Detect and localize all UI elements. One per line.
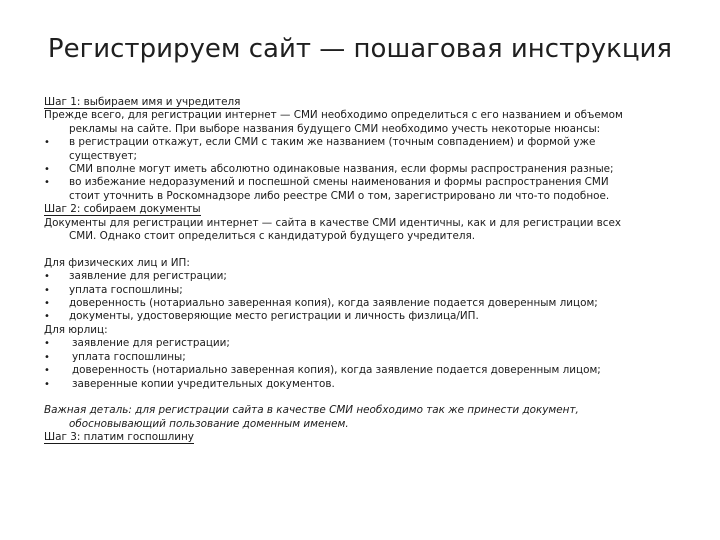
legal-label: Для юрлиц:	[44, 323, 108, 336]
individuals-label: Для физических лиц и ИП:	[44, 256, 190, 269]
list-item	[44, 270, 684, 283]
list-item-text: СМИ вполне могут иметь абсолютно одинаковые названия, если формы распространения разные;	[69, 163, 614, 176]
list-item-text: документы, удостоверяющие место регистрации и личность физлица/ИП.	[69, 310, 479, 323]
bullet-icon: •	[44, 164, 50, 176]
list-item	[44, 163, 684, 176]
spacer	[44, 243, 684, 256]
list-item-text: в регистрации откажут, если СМИ с таким же названием (точным совпадением) и формой уже	[69, 136, 596, 149]
bullet-icon: •	[44, 177, 50, 189]
step3-heading-line	[44, 431, 684, 444]
list-item	[44, 136, 684, 163]
list-item-text: заявление для регистрации;	[69, 270, 227, 283]
step1-heading: Шаг 1: выбираем имя и учредителя	[44, 96, 241, 108]
bullet-icon: •	[44, 298, 50, 310]
list-item-text: уплата госпошлины;	[69, 283, 183, 296]
step3-heading: Шаг 3: платим госпошлину	[44, 431, 194, 444]
bullet-icon: •	[44, 365, 50, 377]
list-item-text: заверенные копии учредительных документов.	[72, 377, 335, 390]
list-item-text: доверенность (нотариально заверенная копия), когда заявление подается доверенным лицом;	[72, 364, 601, 377]
list-item	[44, 364, 684, 377]
bullet-icon: •	[44, 271, 50, 283]
step2-heading-line	[44, 203, 684, 216]
bullet-icon: •	[44, 378, 50, 390]
step2-heading: Шаг 2: собираем документы	[44, 203, 201, 216]
list-item	[44, 378, 684, 391]
note-line1: Важная деталь: для регистрации сайта в качестве СМИ необходимо так же принести документ,	[44, 404, 579, 417]
list-item-text: доверенность (нотариально заверенная копия), когда заявление подается доверенным лицом;	[69, 297, 598, 310]
list-item	[44, 176, 684, 203]
bullet-icon: •	[44, 351, 50, 363]
list-item	[44, 310, 684, 323]
step1-intro-line1: Прежде всего, для регистрации интернет — СМИ необходимо определиться с его названием и объемом	[44, 109, 623, 122]
spacer	[44, 391, 684, 404]
step1-intro-line2: рекламы на сайте. При выборе названия будущего СМИ необходимо учесть некоторые нюансы:	[69, 122, 601, 135]
bullet-icon: •	[44, 284, 50, 296]
list-item	[44, 337, 684, 350]
list-item-text: заявление для регистрации;	[72, 337, 230, 350]
list-item-text-cont: существует;	[69, 149, 138, 162]
step2-intro-line2: СМИ. Однако стоит определиться с кандидатурой будущего учредителя.	[69, 230, 476, 243]
bullet-icon: •	[44, 137, 50, 149]
list-item-text-cont: стоит уточнить в Роскомнадзоре либо реестре СМИ о том, зарегистрировано ли что-то подобное.	[69, 189, 610, 202]
list-item	[44, 284, 684, 297]
list-item-text: во избежание недоразумений и поспешной смены наименования и формы распространения СМИ	[69, 176, 609, 189]
step1-heading-line	[44, 96, 684, 109]
note-line2: обосновывающий пользование доменным именем.	[69, 417, 349, 430]
step2-intro-line1: Документы для регистрации интернет — сайта в качестве СМИ идентичны, как и для регистрации всех	[44, 216, 622, 229]
slide-body	[44, 96, 684, 445]
list-item	[44, 297, 684, 310]
bullet-icon: •	[44, 338, 50, 350]
slide-title: Регистрируем сайт — пошаговая инструкция	[47, 34, 673, 64]
list-item-text: уплата госпошлины;	[72, 350, 186, 363]
bullet-icon: •	[44, 311, 50, 323]
list-item	[44, 351, 684, 364]
